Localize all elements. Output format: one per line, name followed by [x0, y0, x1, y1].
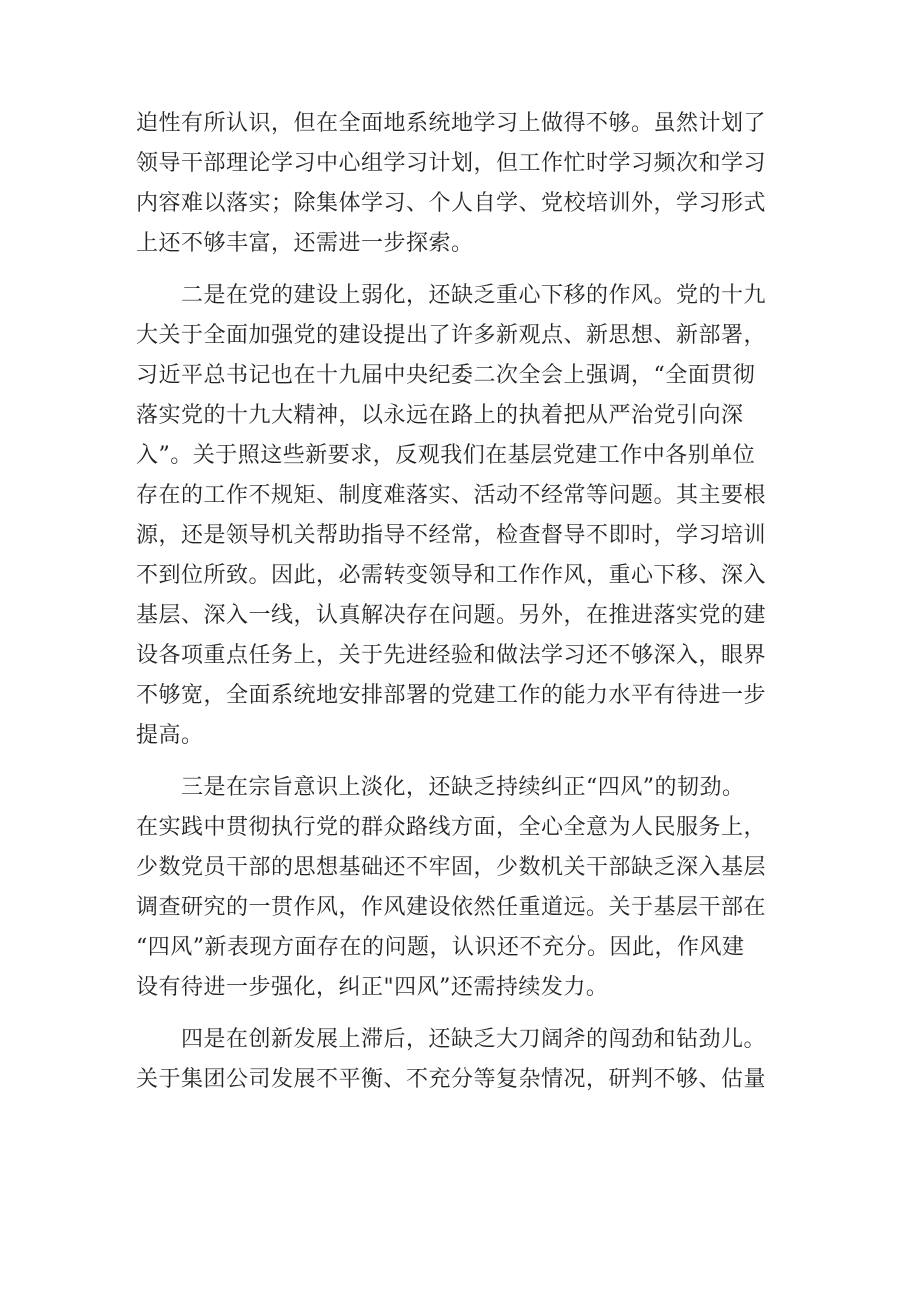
paragraph-spacer — [136, 264, 788, 276]
text-line: “四风”新表现方面存在的问题，认识还不充分。因此，作风建 — [136, 935, 745, 960]
text-line: 大关于全面加强党的建设提出了许多新观点、新思想、新部署， — [136, 323, 767, 348]
paragraph-4 — [136, 1020, 788, 1100]
text-line: 设各项重点任务上，关于先进经验和做法学习还不够深入，眼界 — [136, 643, 767, 668]
text-line: 三是在宗旨意识上淡化，还缺乏持续纠正“四风”的韧劲。 — [136, 775, 745, 800]
text-line: 存在的工作不规矩、制度难落实、活动不经常等问题。其主要根 — [136, 483, 767, 508]
paragraph-1 — [136, 104, 788, 264]
text-line: 少数党员干部的思想基础还不牢固，少数机关干部缺乏深入基层 — [136, 855, 767, 880]
paragraph-spacer — [136, 756, 788, 768]
document-body — [136, 104, 788, 1100]
text-line: 调查研究的一贯作风，作风建设依然任重道远。关于基层干部在 — [136, 895, 767, 920]
text-line: 迫性有所认识，但在全面地系统地学习上做得不够。虽然计划了 — [136, 111, 767, 136]
text-line: 落实党的十九大精神，以永远在路上的执着把从严治党引向深 — [136, 403, 744, 428]
paragraph-3 — [136, 768, 788, 1008]
text-line: 入”。关于照这些新要求，反观我们在基层党建工作中各别单位 — [136, 443, 756, 468]
text-line: 不够宽，全面系统地安排部署的党建工作的能力水平有待进一步 — [136, 683, 767, 708]
text-line: 领导干部理论学习中心组学习计划，但工作忙时学习频次和学习 — [136, 151, 767, 176]
text-line: 关于集团公司发展不平衡、不充分等复杂情况，研判不够、估量 — [136, 1067, 767, 1092]
text-line: 在实践中贯彻执行党的群众路线方面，全心全意为人民服务上， — [136, 815, 767, 840]
text-line: 习近平总书记也在十九届中央纪委二次全会上强调，“全面贯彻 — [136, 363, 756, 388]
text-line: 四是在创新发展上滞后，还缺乏大刀阔斧的闯劲和钻劲儿。 — [136, 1027, 767, 1052]
text-line: 基层、深入一线，认真解决存在问题。另外，在推进落实党的建 — [136, 603, 767, 628]
text-line: 上还不够丰富，还需进一步探索。 — [136, 231, 474, 256]
text-line: 源，还是领导机关帮助指导不经常，检查督导不即时，学习培训 — [136, 523, 767, 548]
text-line: 内容难以落实；除集体学习、个人自学、党校培训外，学习形式 — [136, 191, 767, 216]
paragraph-spacer — [136, 1008, 788, 1020]
paragraph-2 — [136, 276, 788, 756]
text-line: 提高。 — [136, 723, 204, 748]
text-line: 不到位所致。因此，必需转变领导和工作作风，重心下移、深入 — [136, 563, 767, 588]
text-line: 设有待进一步强化，纠正"四风”还需持续发力。 — [136, 975, 609, 1000]
text-line: 二是在党的建设上弱化，还缺乏重心下移的作风。党的十九 — [136, 283, 767, 308]
